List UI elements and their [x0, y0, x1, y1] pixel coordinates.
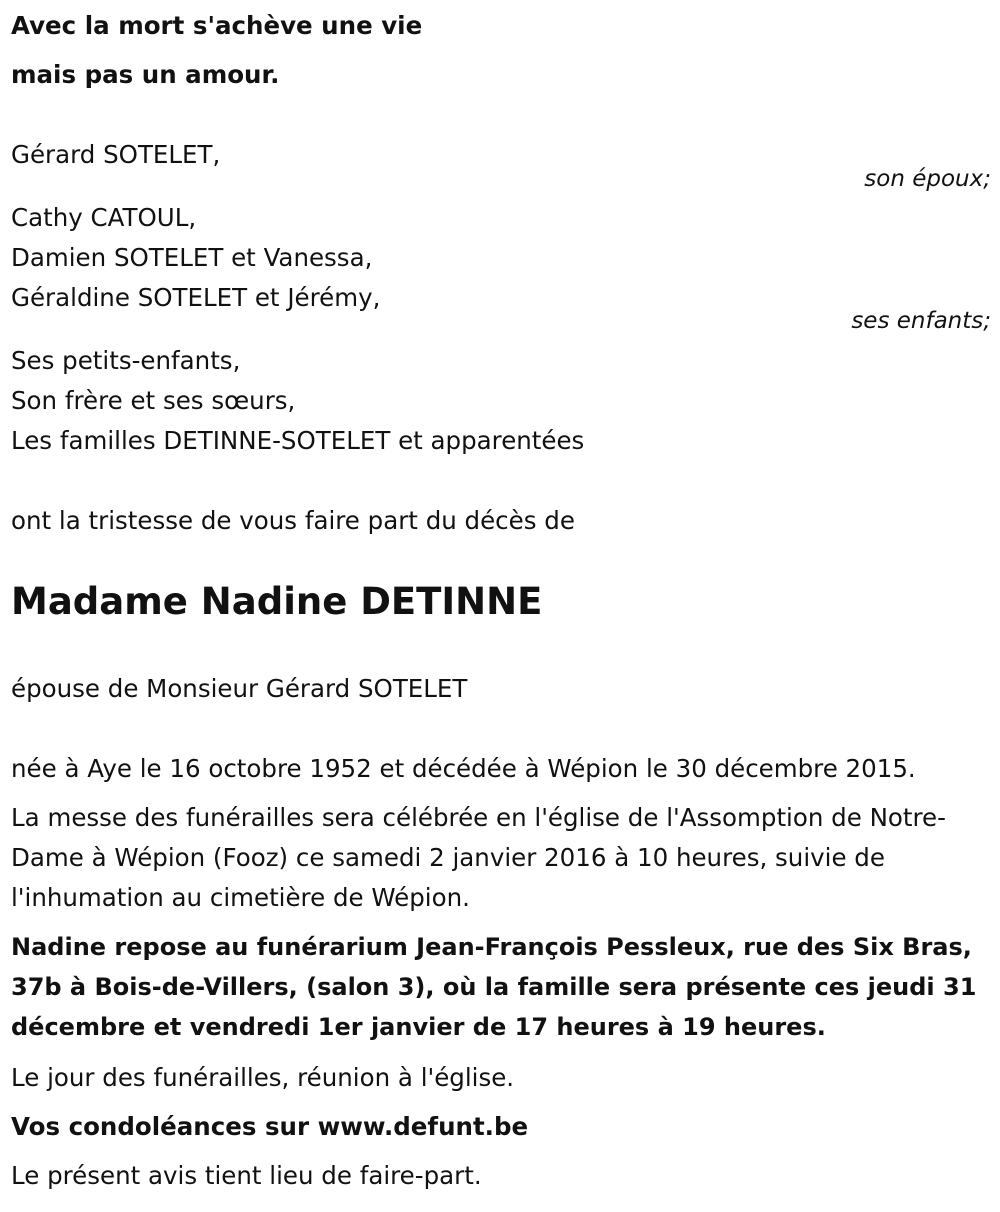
family-line: Son frère et ses sœurs,	[11, 386, 296, 415]
epigraph-line-1: Avec la mort s'achève une vie	[11, 11, 423, 40]
children-role: ses enfants;	[851, 308, 991, 334]
child-name: Damien SOTELET et Vanessa,	[11, 243, 373, 272]
family-line: Ses petits-enfants,	[11, 346, 241, 375]
funeral-paragraph: La messe des funérailles sera célébrée en l'église de l'Assomption de Notre-Dame à Wépion (Fooz) ce samedi 2 janvier 2016 à 10 heures, suivie de l'inhumation au cimetière de Wépion.	[11, 803, 946, 912]
epigraph-line-2: mais pas un amour.	[11, 60, 280, 89]
meeting-text: Le jour des funérailles, réunion à l'église.	[11, 1063, 515, 1092]
spouse-of-text: épouse de Monsieur Gérard SOTELET	[11, 674, 468, 703]
family-line: Les familles DETINNE-SOTELET et apparentées	[11, 426, 585, 455]
announcement-text: ont la tristesse de vous faire part du décès de	[11, 506, 575, 535]
child-name: Géraldine SOTELET et Jérémy,	[11, 283, 381, 312]
visitation-paragraph: Nadine repose au funérarium Jean-François Pessleux, rue des Six Bras, 37b à Bois-de-Villers, (salon 3), où la famille sera présente ces jeudi 31 décembre et vendredi 1er janvier de 17 heures à 19 heures.	[11, 933, 977, 1041]
child-name: Cathy CATOUL,	[11, 203, 197, 232]
spouse-role: son époux;	[864, 166, 991, 192]
deceased-name: Madame Nadine DETINNE	[11, 580, 543, 623]
birth-death-text: née à Aye le 16 octobre 1952 et décédée à Wépion le 30 décembre 2015.	[11, 754, 916, 783]
condolences-text: Vos condoléances sur www.defunt.be	[11, 1112, 529, 1141]
spouse-name: Gérard SOTELET,	[11, 140, 221, 169]
closing-text: Le présent avis tient lieu de faire-part.	[11, 1161, 482, 1190]
